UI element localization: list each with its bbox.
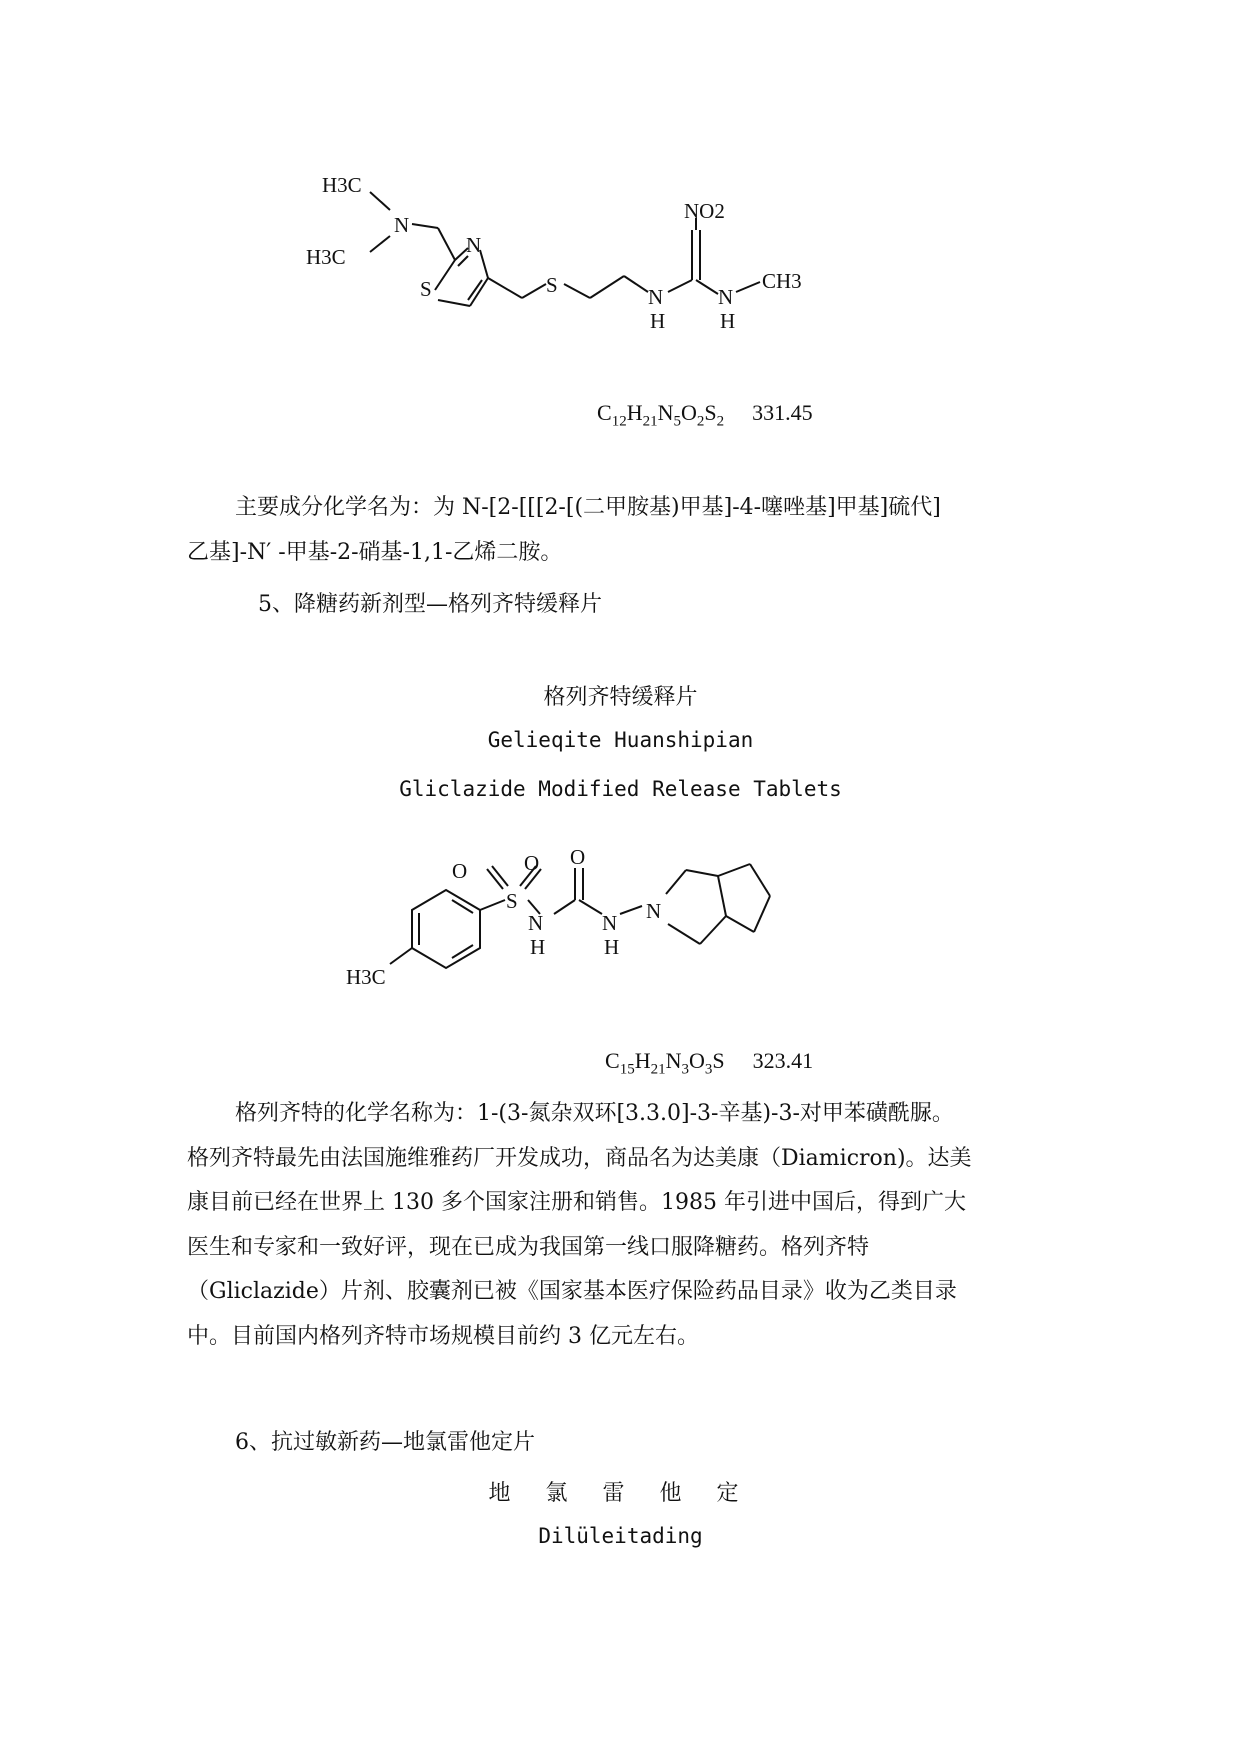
gliclazide-title-en: Gliclazide Modified Release Tablets: [399, 777, 842, 801]
ranitidine-formula: [597, 400, 813, 430]
ranitidine-description: [187, 486, 1051, 575]
thiazole-n-label: N: [466, 233, 482, 257]
nh2-h-label: H: [604, 935, 620, 959]
gliclazide-description: [187, 1092, 1051, 1359]
gliclazide-formula: [605, 1048, 813, 1078]
paragraph-line: 乙基]-N′ -甲基-2-硝基-1,1-乙烯二胺。: [187, 539, 563, 565]
ranitidine-structure: [306, 173, 830, 380]
sulfonyl-s-label: S: [506, 889, 518, 913]
paragraph-line: 康目前已经在世界上 130 多个国家注册和销售。1985 年引进中国后，得到广大: [187, 1190, 966, 1215]
no2-label: NO2: [684, 199, 725, 223]
amine-n-label: N: [394, 213, 410, 237]
sulfonyl-o-right-label: O: [524, 851, 540, 875]
molecular-formula: $C_{15}H_{21}N_3O_3S$: [605, 1048, 725, 1078]
sulfonyl-o-left-label: O: [452, 859, 468, 883]
chain-s-label: S: [546, 273, 558, 297]
nh-right-n-label: N: [718, 285, 734, 309]
nh1-n-label: N: [528, 911, 544, 935]
gliclazide-structure: [346, 845, 870, 1030]
h3c-label: H3C: [346, 965, 386, 989]
ch3-label: CH3: [762, 269, 802, 293]
nh-left-h-label: H: [650, 309, 666, 333]
section-5-heading: 5、降糖药新剂型—格列齐特缓释片: [258, 592, 602, 617]
molecular-weight: 331.45: [752, 400, 813, 425]
paragraph-line: 格列齐特最先由法国施维雅药厂开发成功，商品名为达美康（Diamicron)。达美: [187, 1145, 972, 1171]
paragraph-line: （Gliclazide）片剂、胶囊剂已被《国家基本医疗保险药品目录》收为乙类目录: [187, 1279, 957, 1304]
nh-right-h-label: H: [720, 309, 736, 333]
gliclazide-title-cn: 格列齐特缓释片: [543, 685, 698, 710]
molecular-weight: 323.41: [752, 1048, 814, 1073]
paragraph-line: 格列齐特的化学名称为：1-(3-氮杂双环[3.3.0]-3-辛基)-3-对甲苯磺酰脲。: [235, 1101, 954, 1126]
section-6-heading: 6、抗过敏新药—地氯雷他定片: [235, 1430, 535, 1455]
h3c-bottom-label: H3C: [306, 245, 346, 269]
paragraph-line: 主要成分化学名为：为 N-[2-[[[2-[(二甲胺基)甲基]-4-噻唑基]甲基]硫代]: [235, 495, 941, 520]
thiazole-s-label: S: [420, 277, 432, 301]
nh1-h-label: H: [530, 935, 546, 959]
nh-left-n-label: N: [648, 285, 664, 309]
ring-n-label: N: [646, 899, 662, 923]
gliclazide-title-pinyin: Gelieqite Huanshipian: [487, 728, 754, 752]
paragraph-line: 中。目前国内格列齐特市场规模目前约 3 亿元左右。: [187, 1323, 699, 1349]
nh2-n-label: N: [602, 911, 618, 935]
h3c-top-label: H3C: [322, 173, 362, 197]
molecular-formula: $C_{12}H_{21}N_5O_2S_2$: [597, 400, 725, 430]
desloratadine-title-cn: 地 氯 雷 他 定: [488, 1481, 753, 1506]
paragraph-line: 医生和专家和一致好评，现在已成为我国第一线口服降糖药。格列齐特: [187, 1234, 870, 1260]
desloratadine-title-pinyin: Dilüleitading: [538, 1524, 703, 1548]
carbonyl-o-label: O: [570, 845, 586, 869]
